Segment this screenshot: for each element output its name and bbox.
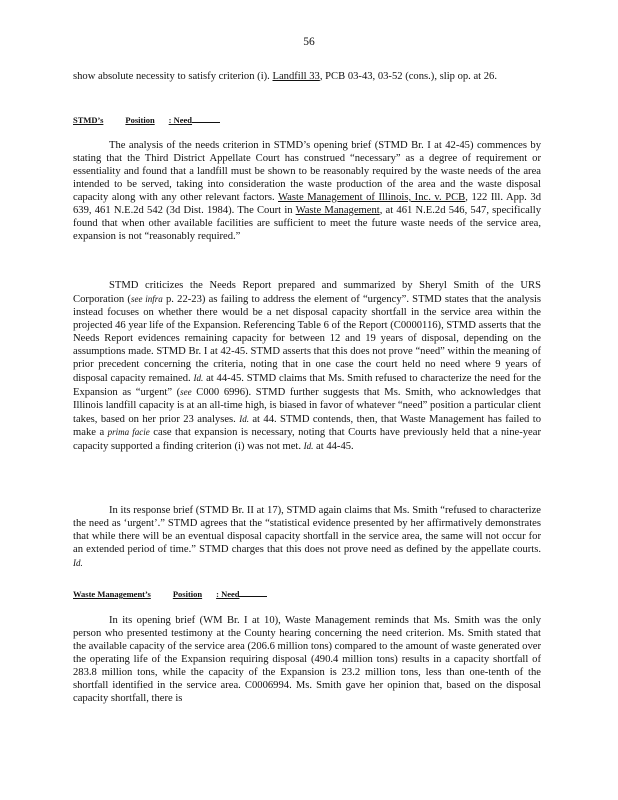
- paragraph-text: at 44. STMD contends, then, that Waste Management has failed to make a: [73, 413, 541, 439]
- heading-rule: [239, 596, 267, 597]
- section-heading-stmd: [73, 115, 220, 125]
- paragraph-text: In its response brief (STMD Br. II at 17), STMD again claims that Ms. Smith “refused to characterize the need as ‘urgent’.” STMD agrees that the “statistical evidence presented by her affirmatively demonstrates that while there will be an eventual disposal capacity shortfall in the service area, the same will not occur for an extended period of time.” STMD charges that this does not prove need as defined by the appellate courts.: [73, 505, 541, 555]
- heading-rule: [192, 122, 220, 123]
- paragraph-text: case that expansion is necessary, noting that Courts have previously held that a nine-year capacity supported a finding criterion (i) was not met.: [73, 427, 541, 453]
- case-citation: Landfill 33: [272, 71, 320, 82]
- paragraph-text: at 44-45. STMD claims that Ms. Smith refused to characterize the need for the Expansion as “urgent” (: [73, 372, 541, 398]
- paragraph-text: STMD criticizes the Needs Report prepared and summarized by Sheryl Smith of the URS Corporation (: [73, 280, 541, 305]
- paragraph-text: at 44-45.: [313, 441, 354, 453]
- italic-text: see infra: [130, 293, 163, 304]
- paragraph-text: In its opening brief (WM Br. I at 10), Waste Management reminds that Ms. Smith was the only person who presented testimony at the County hearing concerning the need criterion. Ms. Smith stated that the available capacity of the service area (206.6 million tons) compared to the amount of waste generated over the operating life of the Expansion requiring disposal (490.4 million tons) results in a capacity shortfall of 283.8 million tons, while the capacity of the Expansion is 23.2 million tons, less than one-tenth of the shortfall identified in the service area. C0006994. Ms. Smith gave her opinion that, based on the disposal capacity shortfall, there is: [73, 615, 541, 704]
- heading-party: STMD’s: [73, 115, 104, 125]
- heading-topic: : Need: [216, 589, 240, 599]
- italic-text: Id.: [73, 557, 83, 568]
- paragraph-stmd-criticism: [73, 280, 541, 454]
- continuation-text: show absolute necessity to satisfy criterion (i).: [73, 71, 273, 82]
- continuation-paragraph: [73, 71, 541, 84]
- italic-text: Id.: [193, 372, 204, 383]
- italic-text: prima facie: [107, 427, 150, 438]
- heading-topic: : Need: [168, 115, 193, 125]
- paragraph-text: p. 22-23) as failing to address the element of “urgency”. STMD states that the analysis instead focuses on whether there would be a net disposal capacity shortfall in the service area within the projected 46 year life of the Expansion. Referencing Table 6 of the Report (C0000116), STMD asserts that the Needs Report evidences remaining capacity for between 12 and 19 years of disposal, depending on the assumptions made. STMD Br. I at 42-45. STMD asserts that this does not prove “need” within the meaning of prior precedent concerning the criteria, noting that in one case the court held no need where 9 years of disposal capacity remained.: [73, 293, 542, 384]
- section-heading-waste-management: [73, 589, 267, 599]
- heading-position: Position: [172, 589, 203, 599]
- paragraph-stmd-response: [73, 505, 541, 571]
- case-citation: Waste Management of Illinois, Inc. v. PCB: [278, 191, 466, 203]
- italic-text: Id.: [239, 413, 249, 424]
- page-number: 56: [303, 36, 315, 48]
- italic-text: Id.: [303, 441, 314, 452]
- heading-position: Position: [125, 115, 155, 125]
- paragraph-text: , at 461 N.E.2d 546, 547, specifically found that when other available facilities are sufficient to meet the future waste needs of the service area, expansion is not “reasonably required.”: [73, 204, 541, 242]
- paragraph-wm-opening-brief: [73, 615, 541, 706]
- continuation-text-end: , PCB 03-43, 03-52 (cons.), slip op. at 26.: [319, 71, 498, 82]
- italic-text: see: [180, 386, 192, 397]
- paragraph-text: The analysis of the needs criterion in STMD’s opening brief (STMD Br. I at 42-45) commences by stating that the Third District Appellate Court has construed “necessary” as a degree of requirement or essentiality and found that a landfill must be shown to be reasonably required by the waste needs of the area intended to be served, taking into consideration the waste production of the area and the waste disposal capacity along with any other relevant factors.: [73, 140, 541, 203]
- heading-party: Waste Management’s: [73, 589, 151, 599]
- paragraph-text: , 122 Ill. App. 3d 639, 461 N.E.2d 542 (3d Dist. 1984). The Court in: [73, 191, 541, 216]
- paragraph-text: C000 6996). STMD further suggests that Ms. Smith, who acknowledges that Illinois landfill capacity is at an all-time high, is biased in favor of whatever “need” position a particular client takes, based on her prior 23 analyses.: [73, 386, 541, 425]
- paragraph-needs-analysis: [73, 140, 541, 244]
- case-citation: Waste Management: [295, 204, 380, 216]
